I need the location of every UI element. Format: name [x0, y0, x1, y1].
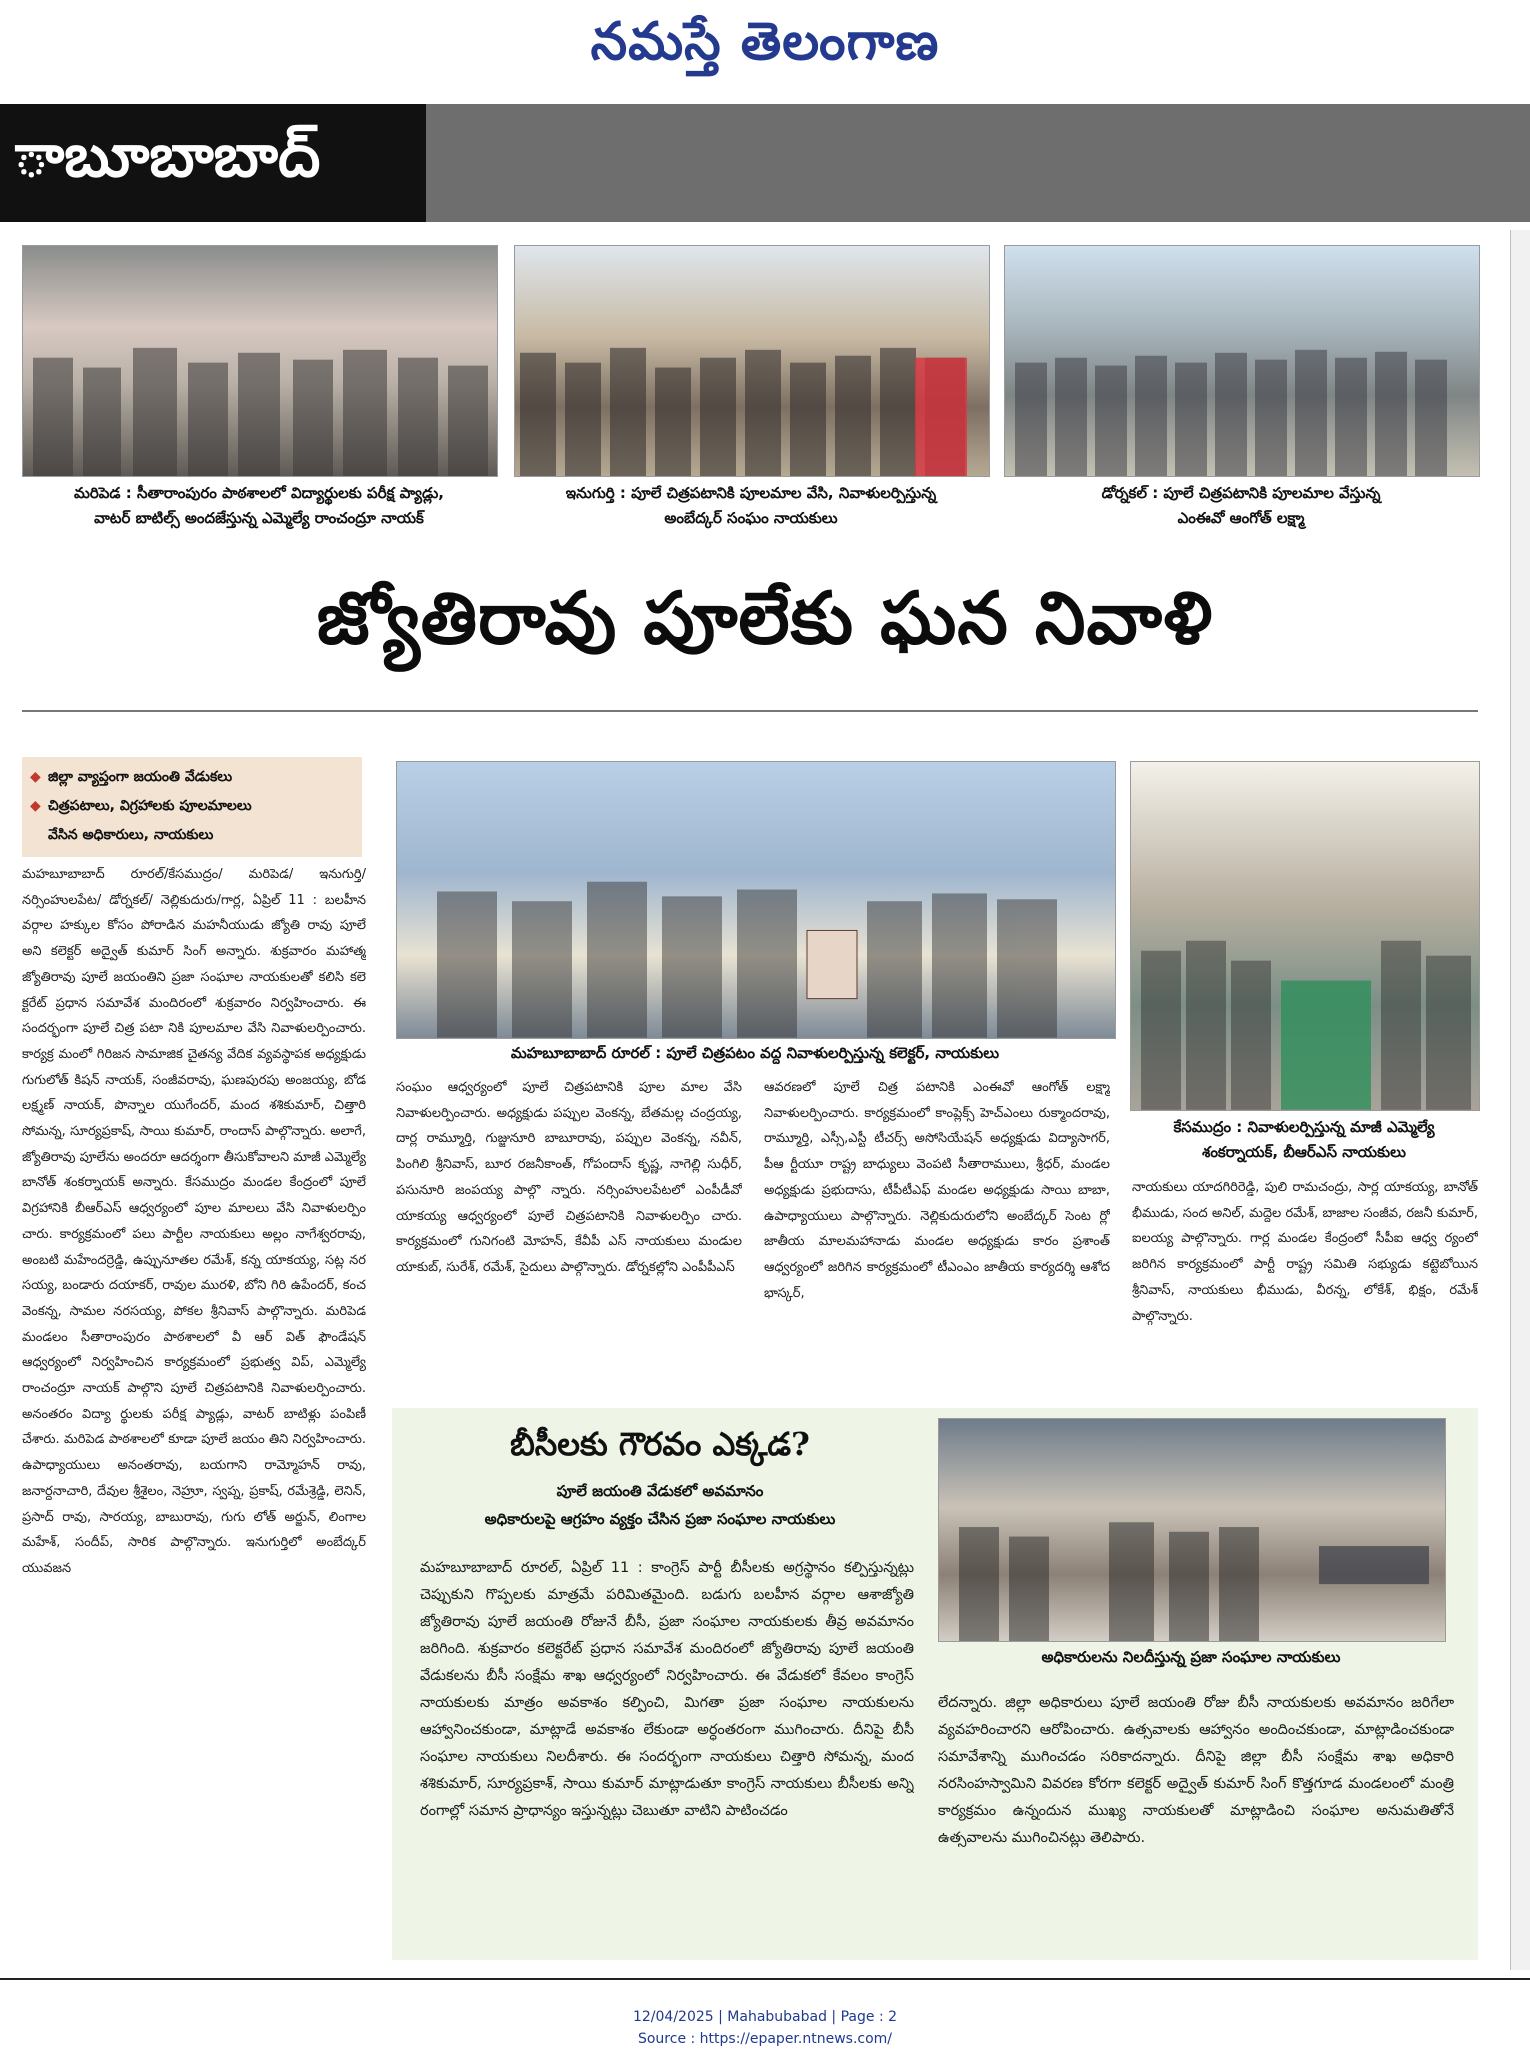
box-subheading-1: పూలే జయంతి వేడుకలో అవమానం — [556, 1482, 764, 1500]
photo-dornakal — [1004, 245, 1480, 477]
caption-line: ఇనుగుర్తి : పూలే చిత్రపటానికి పూలమాల వేసి, నివాళులర్పిస్తున్న — [565, 484, 937, 502]
article-column-1: మహబూబాబాద్ రూరల్/కేసముద్రం/ మరిపెడ/ ఇనుగుర్తి/నర్సింహులపేట/ డోర్నకల్/ నెల్లికుదురు/గార్ల, ఏప్రిల్ 11 : బలహీన వర్గాల హక్కుల కోసం పోరాడిన మహనీయుడు జ్యోతి రావు పూలే అని కలెక్టర్ అద్వైత్ కుమార్ సింగ్ అన్నారు. శుక్రవారం మహాత్మ జ్యోతిరావు పూలే జయంతిని ప్రజా సంఘాల నాయకులతో కలిసి కలె క్టరేట్ ప్రధాన సమావేశ మందిరంలో శుక్రవారం నిర్వహించారు. ఈ సందర్భంగా పూలే చిత్ర పటా నికి పూలమాల వేసి నివాళులర్పించారు. కార్యక్ర మంలో గిరిజన సామాజిక చైతన్య వేదిక వ్యవస్థాపక అధ్యక్షుడు గుగులోత్ కిషన్ నాయక్, సంజీవరావు, ఘణపురపు అంజయ్య, బోడ లక్ష్మణ్ నాయక్, పొన్నాల యుగేందర్, మంద శశికుమార్, చిత్తారి సోమన్న, సూర్యప్రకాష్, సాయి కుమార్, రాందాస్ పాల్గొన్నారు. అలాగే, జ్యోతిరావు పూలేను అందరూ ఆదర్శంగా తీసుకోవాలని మాజీ ఎమ్మెల్యే బానోత్ శంకర్నాయక్ అన్నారు. కేసముద్రం మండల కేంద్రంలో పూలే విగ్రహానికి బీఆర్ఎస్ ఆధ్వర్యంలో పూల మాలలు వేసి నివాళులర్పిం చారు. కార్యక్రమంలో పలు పార్టీల నాయకులు అల్లం నాగేశ్వరరావు, అంబటి మహేందర్రెడ్డి, ఉప్పునూతల రమేశ్, కన్న యాకయ్య, సట్ల నర సయ్య, బండారు దయాకర్, రావుల మురళి, బోని గిరి ఉపేందర్, కంచ వెంకన్న, సామల నరసయ్య, పోకల శ్రీనివాస్ పాల్గొన్నారు. మరిపెడ మండలం సీతారాంపురం పాఠశాలలో వీ ఆర్ విత్ ఫౌండేషన్ ఆధ్వర్యంలో నిర్వహించిన కార్యక్రమంలో ప్రభుత్వ విప్, ఎమ్మెల్యే రాంచంద్రూ నాయక్ పాల్గొని పూలే చిత్రపటానికి నివాళులర్పించారు. అనంతరం విద్యా ర్థులకు పరీక్ష ప్యాడ్లు, వాటర్ బాటిళ్లు పంపిణీ చేశారు. మరిపెడ పాఠశాలలో కూడా పూలే జయం తిని నిర్వహించారు. ఉపాధ్యాయులు అనంతరావు, బయగాని రామ్మోహన్ రావు, జనార్దనాచారి, దేవుల శ్రీశైలం, నెహ్రూ, స్వప్న, ప్రకాష్, రమేశ్రెడ్డి, లెనిన్, ప్రసాద్ రావు, సారయ్య, బాబురావు, గుగు లోత్ అర్జున్, లింగాల మహేశ్, సందీప్, సారిక పాల్గొన్నారు. ఇనుగుర్తిలో అంబేద్కర్ యువజన — [22, 867, 366, 1576]
masthead — [0, 0, 1530, 96]
caption-collectorate: మహబూబాబాద్ రూరల్ : పూలే చిత్రపటం వద్ద నివాళులర్పిస్తున్న కలెక్టర్, నాయకులు — [510, 1044, 1000, 1062]
highlight-item: ◆ చిత్రపటాలు, విగ్రహాలకు పూలమాలలు — [30, 798, 252, 814]
highlight-item: వేసిన అధికారులు, నాయకులు — [48, 827, 214, 843]
caption-maripeda — [22, 481, 496, 533]
caption-kesamudram — [1130, 1115, 1478, 1167]
article-column-4: నాయకులు యాదగిరిరెడ్డి, పులి రామచంద్రు, సార్ల యాకయ్య, బానోత్ భీముడు, సంద అనిల్, మద్దెల రమేశ్, బాజాల సంజీవ, రజనీ కుమార్, ఐలయ్య పాల్గొన్నారు. గార్ల మండల కేంద్రంలో సీపీఐ ఆధ్వ ర్యంలో జరిగిన కార్యక్రమంలో పార్టీ రాష్ట్ర సమితి సభ్యుడు కట్టెబోయిన శ్రీనివాస్, నాయకులు భీముడు, వీరన్న, లోకేశ్, భిక్షం, రమేశ్ పాల్గొన్నారు. — [1132, 1180, 1478, 1324]
article-column-3: ఆవరణలో పూలే చిత్ర పటానికి ఎంఈవో ఆంగోత్ లక్ష్మా నివాళులర్పించారు. కార్యక్రమంలో కాంప్లెక్స్ హెచ్ఎంలు రుక్మాందరావు, రామ్మూర్తి, ఎస్సీ,ఎస్టీ టీచర్స్ అసోసియేషన్ అధ్యక్షుడు విద్యాసాగర్, పీఆ ర్టీయూ రాష్ట్ర బాధ్యులు వెంపటి సీతారాములు, శ్రీధర్, మండల అధ్యక్షుడు ప్రభుదాసు, టీపీటీఎఫ్ మండల అధ్యక్షుడు సాయి బాబా, ఉపాధ్యాయులు పాల్గొన్నారు. నెల్లికుదురులోని అంబేద్కర్ సెంట ర్లో జాతీయ మాలమహానాడు మండల అధ్యక్షుడు కారం ప్రశాంత్ ఆధ్వర్యంలో జరిగిన కార్యక్రమంలో టీఎంఎం జాతీయ కార్యదర్శి ఆశోద భాస్కర్, — [764, 1080, 1110, 1301]
district-banner — [0, 104, 426, 222]
main-headline: జ్యోతిరావు పూలేకు ఘన నివాళి — [316, 575, 1214, 660]
highlights-box — [22, 757, 362, 857]
photo-maripeda — [22, 245, 498, 477]
caption-officials-confronted: అధికారులను నిలదీస్తున్న ప్రజా సంఘాల నాయకులు — [1041, 1648, 1341, 1666]
caption-line: కేసముద్రం : నివాళులర్పిస్తున్న మాజీ ఎమ్మెల్యే — [1173, 1118, 1435, 1136]
highlight-item: ◆ జిల్లా వ్యాప్తంగా జయంతి వేడుకలు — [30, 769, 233, 785]
adjacent-page-edge — [1510, 230, 1530, 1970]
article-column-2: సంఘం ఆధ్వర్యంలో పూలే చిత్రపటానికి పూల మాల వేసి నివాళులర్పించారు. అధ్యక్షుడు పప్పుల వెంకన్న, బేతమల్ల చంద్రయ్య, దార్ల రామ్మూర్తి, గుజ్జునూరి బాబూరావు, పప్పుల వెంకన్న, నవీన్, పింగిలి శ్రీనివాస్, బూర రజనీకాంత్, గోపందాస్ కృష్ణ, నాగెల్లి సుధీర్, పసునూరి జంపయ్య పాల్గొ న్నారు. నర్సింహులపేటలో ఎంపీడీవో యాకయ్య ఆధ్వర్యంలో పూలే చిత్రపటానికి నివాళులర్పిం చారు. కార్యక్రమంలో గునిగంటి మోహన్, కేవీపీ ఎస్ నాయకులు మండుల యాకుబ్, సురేశ్, రమేశ్, సైదులు పాల్గొన్నారు. డోర్నకల్లోని ఎంపీపీఎస్ — [396, 1080, 742, 1275]
caption-line: ఎంఈవో ఆంగోత్ లక్ష్మా — [1177, 509, 1305, 527]
caption-line: మరిపెడ : సీతారాంపురం పాఠశాలలో విద్యార్థులకు పరీక్ష ప్యాడ్లు, — [73, 484, 444, 502]
caption-line: శంకర్నాయక్, బీఆర్ఎస్ నాయకులు — [1202, 1143, 1406, 1161]
caption-dornakal — [1004, 481, 1478, 533]
headline-rule — [22, 710, 1478, 712]
box-body-right: లేదన్నారు. జిల్లా అధికారులు పూలే జయంతి రోజు బీసీ నాయకులకు అవమానం జరిగేలా వ్యవహరించారని ఆరోపించారు. ఉత్సవాలకు ఆహ్వానం అందించకుండా, మాట్లాడించకుండా సమావేశాన్ని ముగించడం సరికాదన్నారు. దీనిపై జిల్లా బీసీ సంక్షేమ శాఖ అధికారి నరసింహస్వామిని వివరణ కోరగా కలెక్టర్ అద్వైత్ కుమార్ సింగ్ కొత్తగూడ మండలంలో మంత్రి కార్యక్రమం ఉన్నందున ముఖ్య నాయకులతో మాట్లాడించి సంఘాల అనుమతితోనే ఉత్సవాలను ముగించినట్లు తెలిపారు. — [938, 1695, 1454, 1846]
caption-line: అంబేద్కర్ సంఘం నాయకులు — [664, 509, 838, 527]
footer-rule — [0, 1978, 1530, 2004]
box-headline: బీసీలకు గౌరవం ఎక్కడ? — [510, 1425, 810, 1463]
masthead-title: నమస్తే తెలంగాణ — [590, 11, 940, 72]
footer-date-line: 12/04/2025 | Mahabubabad | Page : 2 — [632, 2009, 898, 2025]
photo-inugurthi — [514, 245, 990, 477]
photo-collectorate — [396, 761, 1116, 1039]
caption-inugurthi — [514, 481, 988, 533]
caption-line: వాటర్ బాటిల్స్ అందజేస్తున్న ఎమ్మెల్యే రాంచంద్రూ నాయక్ — [94, 509, 424, 527]
footer-source-line: Source : https://epaper.ntnews.com/ — [637, 2031, 893, 2047]
box-subheading-2: అధికారులపై ఆగ్రహం వ్యక్తం చేసిన ప్రజా సంఘాల నాయకులు — [484, 1510, 836, 1528]
photo-officials-confronted — [938, 1418, 1446, 1642]
box-body-left: మహబూబాబాద్ రూరల్, ఏప్రిల్ 11 : కాంగ్రెస్ పార్టీ బీసీలకు అగ్రస్థానం కల్పిస్తున్నట్లు చెప్పుకుని గొప్పలకు మాత్రమే పరిమితమైంది. బడుగు బలహీన వర్గాల ఆశాజ్యోతి జ్యోతిరావు పూలే జయంతి రోజునే బీసీ, ప్రజా సంఘాల నాయకులకు తీవ్ర అవమానం జరిగింది. శుక్రవారం కలెక్టరేట్ ప్రధాన సమావేశ మందిరంలో జ్యోతిరావు పూలే జయంతి వేడుకలను బీసీ సంక్షేమ శాఖ ఆధ్వర్యంలో నిర్వహించారు. ఈ వేడుకలో కేవలం కాంగ్రెస్ నాయకులకు మాత్రం అవకాశం కల్పించి, మిగతా ప్రజా సంఘాల నాయకులను ఆహ్వానించకుండా, మాట్లాడే అవకాశం లేకుండా అర్ధంతరంగా ముగించారు. దీనిపై బీసీ సంఘాల నాయకులు నిలదీశారు. ఈ సందర్భంగా నాయకులు చిత్తారి సోమన్న, మంద శశికుమార్, సూర్యప్రకాశ్, సాయి కుమార్ మాట్లాడుతూ కాంగ్రెస్ నాయకులు బీసీలకు అన్ని రంగాల్లో సమాన ప్రాధాన్యం ఇస్తున్నట్లు చెబుతూ వాటిని పాటించడం — [420, 1560, 914, 1819]
photo-kesamudram — [1130, 761, 1480, 1111]
district-name: ాబూబాబాద్ — [14, 121, 321, 191]
caption-line: డోర్నకల్ : పూలే చిత్రపటానికి పూలమాల వేస్తున్న — [1101, 484, 1381, 502]
